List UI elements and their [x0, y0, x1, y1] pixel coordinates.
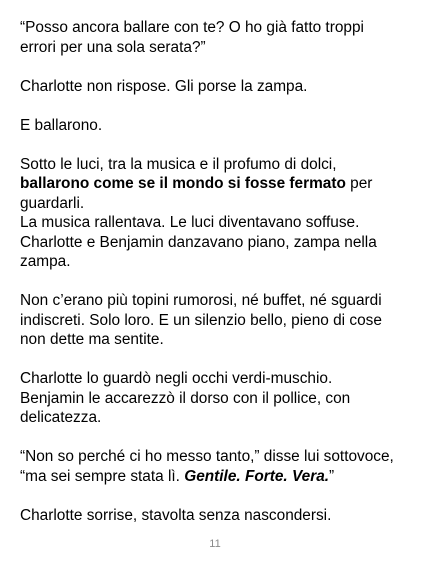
text-line: delicatezza.: [20, 409, 102, 426]
paragraph-5: [20, 291, 416, 350]
text-line: Charlotte e Benjamin danzavano piano, zampa nella: [20, 233, 377, 251]
bold-phrase: ballarono come se il mondo si fosse fermato: [20, 175, 346, 192]
text-line: Charlotte sorrise, stavolta senza nascondersi.: [20, 506, 332, 524]
text-line: errori per una sola serata?”: [20, 38, 206, 56]
text-line: Benjamin le accarezzò il dorso con il pollice, con: [20, 389, 351, 407]
text-line: indiscreti. Solo loro. E un silenzio bello, pieno di cose: [20, 311, 382, 329]
text-fragment: ”: [329, 467, 335, 485]
bold-italic-phrase: Gentile. Forte. Vera.: [184, 467, 330, 485]
paragraph-4: [20, 155, 416, 272]
text-fragment: “ma sei sempre stata lì.: [20, 467, 185, 485]
text-line: E ballarono.: [20, 116, 103, 134]
text-line: [20, 174, 416, 194]
text-line: Non c’erano più topini rumorosi, né buffet, né sguardi: [20, 292, 382, 309]
text-line: Charlotte non rispose. Gli porse la zampa.: [20, 77, 308, 95]
paragraph-7: [20, 447, 416, 486]
paragraph-2: [20, 77, 416, 97]
text-line: “Posso ancora ballare con te? O ho già fatto troppi: [20, 19, 364, 36]
page-body: [20, 18, 416, 545]
text-fragment: per: [345, 175, 373, 192]
text-line: [20, 467, 416, 487]
text-line: zampa.: [20, 253, 71, 270]
paragraph-1: [20, 18, 416, 57]
paragraph-6: [20, 369, 416, 428]
text-line: Charlotte lo guardò negli occhi verdi-muschio.: [20, 370, 333, 387]
text-line: guardarli.: [20, 194, 85, 212]
text-line: Sotto le luci, tra la musica e il profumo di dolci,: [20, 155, 337, 173]
paragraph-3: [20, 116, 416, 136]
text-line: “Non so perché ci ho messo tanto,” disse lui sottovoce,: [20, 448, 394, 465]
text-line: non dette ma sentite.: [20, 331, 164, 348]
page-number: 11: [209, 538, 221, 550]
text-line: La musica rallentava. Le luci diventavano soffuse.: [20, 214, 360, 231]
paragraph-8: [20, 506, 416, 526]
